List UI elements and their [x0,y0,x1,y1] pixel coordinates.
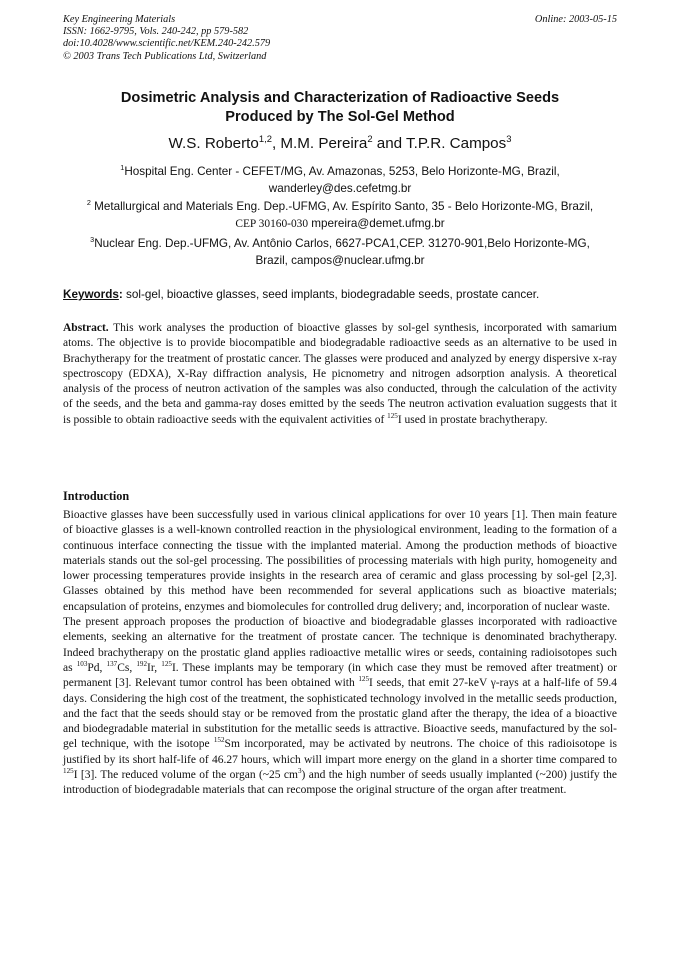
intro-p2-text-c: I seeds, that emit 27-keV γ-rays at a half-life of 59.4 days. Considering the high cost of the treatment, the sophisticated technology involved in the metallic seeds production, and the fact that the seeds should stay or be removed from the prostatic gland after the therapy, the idea of a bioactive and biodegradable material in substitution for the metallic seeds is attractive. Bioactive seeds, manufactured by the sol-gel technique, with the isotope [63,677,617,751]
isotope-pd: Pd, [87,661,107,674]
page-header [63,14,617,68]
abstract-text-end: I used in prostate brachytherapy. [397,413,548,426]
author-roberto: W.S. Roberto [168,135,259,152]
isotope-cs: Cs, [117,661,137,674]
affiliation-3 [63,236,617,269]
affiliation-2-number: 2 [86,198,91,208]
doi-line: doi:10.4028/www.scientific.net/KEM.240-242.579 [63,38,271,50]
issn-line: ISSN: 1662-9795, Vols. 240-242, pp 579-582 [63,26,249,38]
isotope-sup-cs: 137 [106,660,118,669]
paper-title [63,89,617,127]
author-campos-affil: 3 [506,132,512,144]
affiliation-2-address: Metallurgical and Materials Eng. Dep.-UFMG, Av. Espírito Santo, 35 - Belo Horizonte-MG, Brazil, [90,200,594,213]
isotope-ir: Ir, [147,661,162,674]
affiliation-3-number: 3 [90,235,95,245]
isotope-sup-i-3: 125 [63,767,74,776]
affiliation-1-email: wanderley@des.cefetmg.br [268,181,412,195]
abstract-isotope-sup: 125 [387,411,398,420]
affiliation-2-email: mpereira@demet.ufmg.br [308,216,445,230]
abstract-text: This work analyses the production of bioactive glasses by sol-gel synthesis, incorporated with samarium atoms. The objective is to provide biocompatible and biodegradable radioactive seeds as an alternative to be used in Brachytherapy for the treatment of prostatic cancer. The glasses were produced and analyzed by energy dispersive x-ray spectroscopy (EDXA), X-Ray diffraction analysis, He picnometry and nitrogen adsorption analysis. A theoretical analysis of the process of neutron activation of the samples was also conducted, through the calculation of the activity of the seeds, and the beta and gamma-ray doses emitted by the seeds The neutron activation evaluation suggests that it is possible to obtain radioactive seeds with the equivalent activities of [63,322,617,426]
isotope-sup-sm: 152 [213,736,225,745]
introduction-paragraph-1: Bioactive glasses have been successfully used in various clinical applications for over 10 years [1]. Then main feature of bioactive glasses is a well-known controlled reaction in the physiological environment, leading to the formation of a continuous interface connecting the tissue with the implanted material. Among the production methods of bioactive materials stands out the sol-gel processing. The possibilities of processing materials with high purity, homogeneity and lower processing temperatures provide insights in the research area of ceramic and glass processing by sol-gel [2,3]. Glasses obtained by this method have been recommended for several applications such as bioactive materials; encapsulation of proteins, enzymes and biomolecules for controlled drug delivery; and, incorporation of nuclear waste. [63,509,617,613]
keywords-colon: : [118,288,123,301]
affiliation-1-address: Hospital Eng. Center - CEFET/MG, Av. Amazonas, 5253, Belo Horizonte-MG, Brazil, [124,165,560,178]
introduction-heading: Introduction [63,489,130,503]
affiliation-3-address: Nuclear Eng. Dep.-UFMG, Av. Antônio Carlos, 6627-PCA1,CEP. 31270-901,Belo Horizonte-MG, [94,237,590,250]
affiliation-2-cep: CEP 30160-030 [235,217,309,230]
introduction-body [63,508,617,799]
abstract-label: Abstract. [63,322,109,334]
online-date: Online: 2003-05-15 [534,14,617,25]
isotope-sup-ir: 192 [136,660,148,669]
paper-title-line-2: Produced by The Sol-Gel Method [225,109,455,125]
intro-p2-text-d: Sm incorporated, may be activated by neutrons. The choice of this radioisotope is justified by its short half-life of 46.27 hours, which will impart more energy on the gland in a shorter time compared to [63,738,618,766]
affiliation-2 [63,199,617,232]
affiliation-1 [63,164,617,197]
abstract [63,321,617,428]
keywords-line [63,287,617,302]
intro-p2-text-b: I. These implants may be temporary (in which case they must be removed after treatment) or permanent [3]. Relevant tumor control has been obtained with [63,661,617,690]
copyright-line: © 2003 Trans Tech Publications Ltd, Switzerland [63,50,267,62]
isotope-sup-i-2: 125 [358,675,370,684]
affiliation-3-email: Brazil, campos@nuclear.ufmg.br [255,253,425,267]
author-campos: and T.P.R. Campos [372,135,507,152]
intro-p2-text-e: I [3]. The reduced volume of the organ (~25 cm [73,769,298,782]
author-pereira: , M.M. Pereira [271,135,368,152]
keywords-label: Keywords [63,288,119,301]
isotope-sup-i: 125 [161,660,172,669]
header-cut-line [63,63,617,68]
author-list [63,132,617,153]
author-pereira-affil: 2 [367,132,373,144]
paper-title-line-1: Dosimetric Analysis and Characterization of Radioactive Seeds [120,90,560,106]
journal-name: Key Engineering Materials [63,14,176,25]
introduction-paragraph-2 [63,615,617,799]
affiliation-1-number: 1 [120,163,125,173]
author-roberto-affil: 1,2 [258,132,272,144]
isotope-sup-pd: 103 [76,660,88,669]
keywords-text: sol-gel, bioactive glasses, seed implants, biodegradable seeds, prostate cancer. [122,288,540,301]
intro-p2-text-a: The present approach proposes the production of bioactive and biodegradable glasses incorporated with radioactive elements, seeking an alternative for the treatment of prostate cancer. The technique is denominated brachytherapy. Indeed brachytherapy on the prostatic gland applies radioactive metallic wires or seeds, containing radioisotopes such as [63,616,617,674]
intro-p2-text-f: ) and the high number of seeds usually implanted (~200) justify the introduction of biodegradable materials that can recompose the original structure of the organ after treatment. [63,769,617,797]
cubic-sup: 3 [297,767,302,776]
